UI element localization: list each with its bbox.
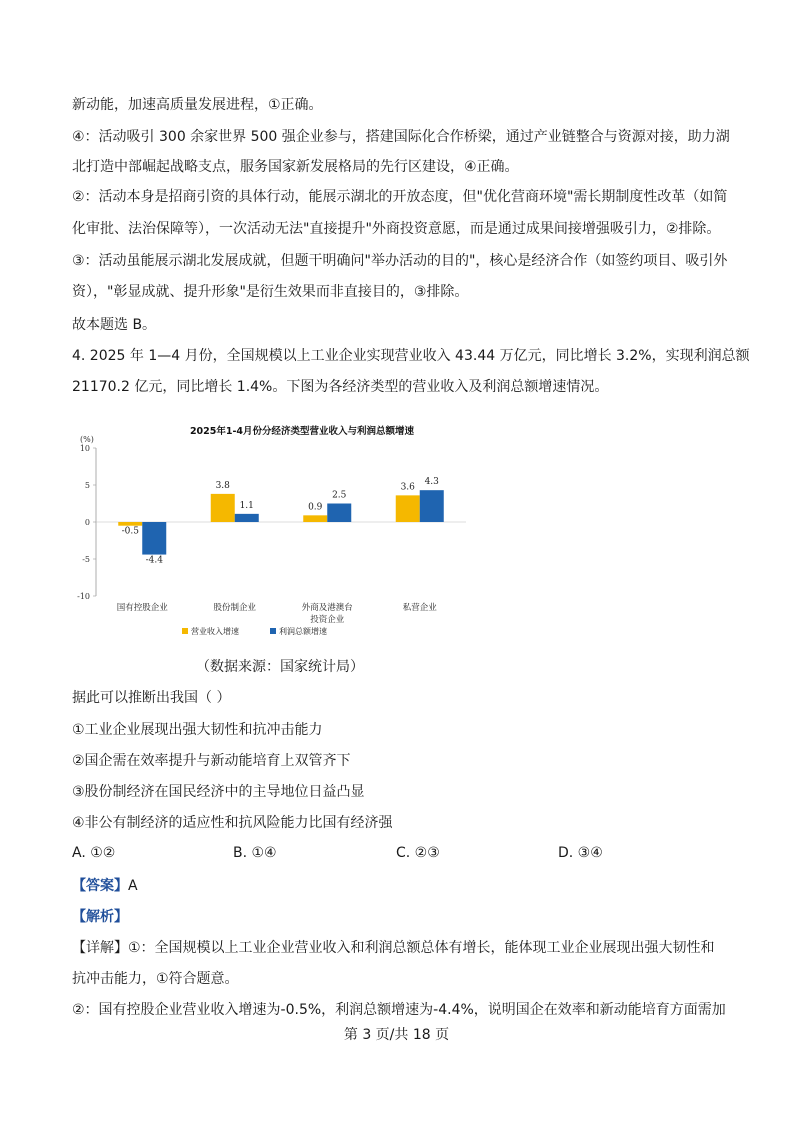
option-a: A. ①② bbox=[72, 845, 116, 861]
bar bbox=[303, 515, 327, 522]
bar bbox=[211, 494, 235, 522]
statement-1: ①工业企业展现出强大韧性和抗冲击能力 bbox=[72, 722, 323, 738]
text-line: 故本题选 B。 bbox=[72, 317, 157, 333]
bar-value-label: -4.4 bbox=[145, 555, 163, 566]
page-footer: 第 3 页/共 18 页 bbox=[343, 1027, 450, 1043]
analysis-label: 【解析】 bbox=[72, 909, 128, 925]
bar bbox=[396, 495, 420, 522]
bar-value-label: 3.6 bbox=[400, 482, 415, 493]
text-line: 资），"彰显成就、提升形象"是衍生效果而非直接目的，③排除。 bbox=[72, 284, 469, 300]
y-tick-label: 0 bbox=[84, 518, 90, 527]
x-category-label: 投资企业 bbox=[310, 615, 345, 625]
option-b: B. ①④ bbox=[233, 845, 277, 861]
text-line: ③：活动虽能展示湖北发展成就，但题干明确问"举办活动的目的"，核心是经济合作（如签约项目、吸引外 bbox=[72, 253, 728, 269]
answer-line bbox=[72, 876, 138, 896]
bar-value-label: -0.5 bbox=[121, 526, 139, 537]
bar-value-label: 3.8 bbox=[215, 480, 230, 491]
bar bbox=[420, 490, 444, 522]
text-line: 化审批、法治保障等），一次活动无法"直接提升"外商投资意愿，而是通过成果间接增强吸引力，②排除。 bbox=[72, 221, 721, 237]
y-tick-label: 5 bbox=[84, 481, 90, 490]
legend-swatch bbox=[270, 628, 276, 634]
detail-line: 【详解】①：全国规模以上工业企业营业收入和利润总额总体有增长，能体现工业企业展现出强大韧性和 bbox=[72, 940, 715, 956]
statement-3: ③股份制经济在国民经济中的主导地位日益凸显 bbox=[72, 784, 365, 800]
bar-value-label: 0.9 bbox=[308, 502, 323, 513]
bar-chart bbox=[70, 420, 470, 642]
bar-value-label: 4.3 bbox=[424, 477, 439, 488]
question-stem: 21170.2 亿元，同比增长 1.4%。下图为各经济类型的营业收入及利润总额增速情况。 bbox=[72, 379, 609, 395]
question-prompt: 据此可以推断出我国（ ） bbox=[72, 690, 231, 706]
chart-title: 2025年1-4月份分经济类型营业收入与利润总额增速 bbox=[189, 426, 415, 437]
option-d: D. ③④ bbox=[558, 845, 603, 861]
statement-2: ②国企需在效率提升与新动能培育上双管齐下 bbox=[72, 753, 351, 769]
bar bbox=[235, 514, 259, 522]
bar bbox=[118, 522, 142, 526]
x-category-label: 外商及港澳台 bbox=[301, 603, 353, 613]
text-line: 新动能，加速高质量发展进程，①正确。 bbox=[72, 97, 323, 113]
answer-label: 【答案】 bbox=[72, 878, 128, 894]
statement-4: ④非公有制经济的适应性和抗风险能力比国有经济强 bbox=[72, 815, 393, 831]
legend-swatch bbox=[182, 628, 188, 634]
option-c: C. ②③ bbox=[396, 845, 440, 861]
answer-value: A bbox=[128, 878, 138, 894]
bar bbox=[142, 522, 166, 555]
x-category-label: 国有控股企业 bbox=[116, 603, 168, 613]
legend-label: 利润总额增速 bbox=[279, 627, 327, 636]
bar-value-label: 2.5 bbox=[332, 490, 347, 501]
y-tick-label: -10 bbox=[77, 592, 90, 601]
chart-caption: （数据来源：国家统计局） bbox=[196, 659, 364, 675]
x-category-label: 股份制企业 bbox=[213, 603, 257, 613]
detail-line: ②：国有控股企业营业收入增速为-0.5%，利润总额增速为-4.4%，说明国企在效率和新动能培育方面需加 bbox=[72, 1002, 726, 1018]
text-line: ④：活动吸引 300 余家世界 500 强企业参与，搭建国际化合作桥梁，通过产业链整合与资源对接，助力湖 bbox=[72, 129, 730, 145]
y-tick-label: 10 bbox=[79, 444, 90, 453]
text-line: ②：活动本身是招商引资的具体行动，能展示湖北的开放态度，但"优化营商环境"需长期制度性改革（如简 bbox=[72, 189, 728, 205]
bar bbox=[327, 504, 351, 523]
y-tick-label: -5 bbox=[82, 555, 90, 564]
question-stem: 4. 2025 年 1—4 月份，全国规模以上工业企业实现营业收入 43.44 万亿元，同比增长 3.2%，实现利润总额 bbox=[72, 348, 750, 364]
detail-line: 抗冲击能力，①符合题意。 bbox=[72, 971, 239, 987]
text-line: 北打造中部崛起战略支点，服务国家新发展格局的先行区建设，④正确。 bbox=[72, 159, 519, 175]
y-axis-label: (%) bbox=[80, 435, 94, 444]
x-category-label: 私营企业 bbox=[402, 603, 437, 613]
legend-label: 营业收入增速 bbox=[191, 627, 239, 636]
bar-value-label: 1.1 bbox=[239, 500, 254, 511]
